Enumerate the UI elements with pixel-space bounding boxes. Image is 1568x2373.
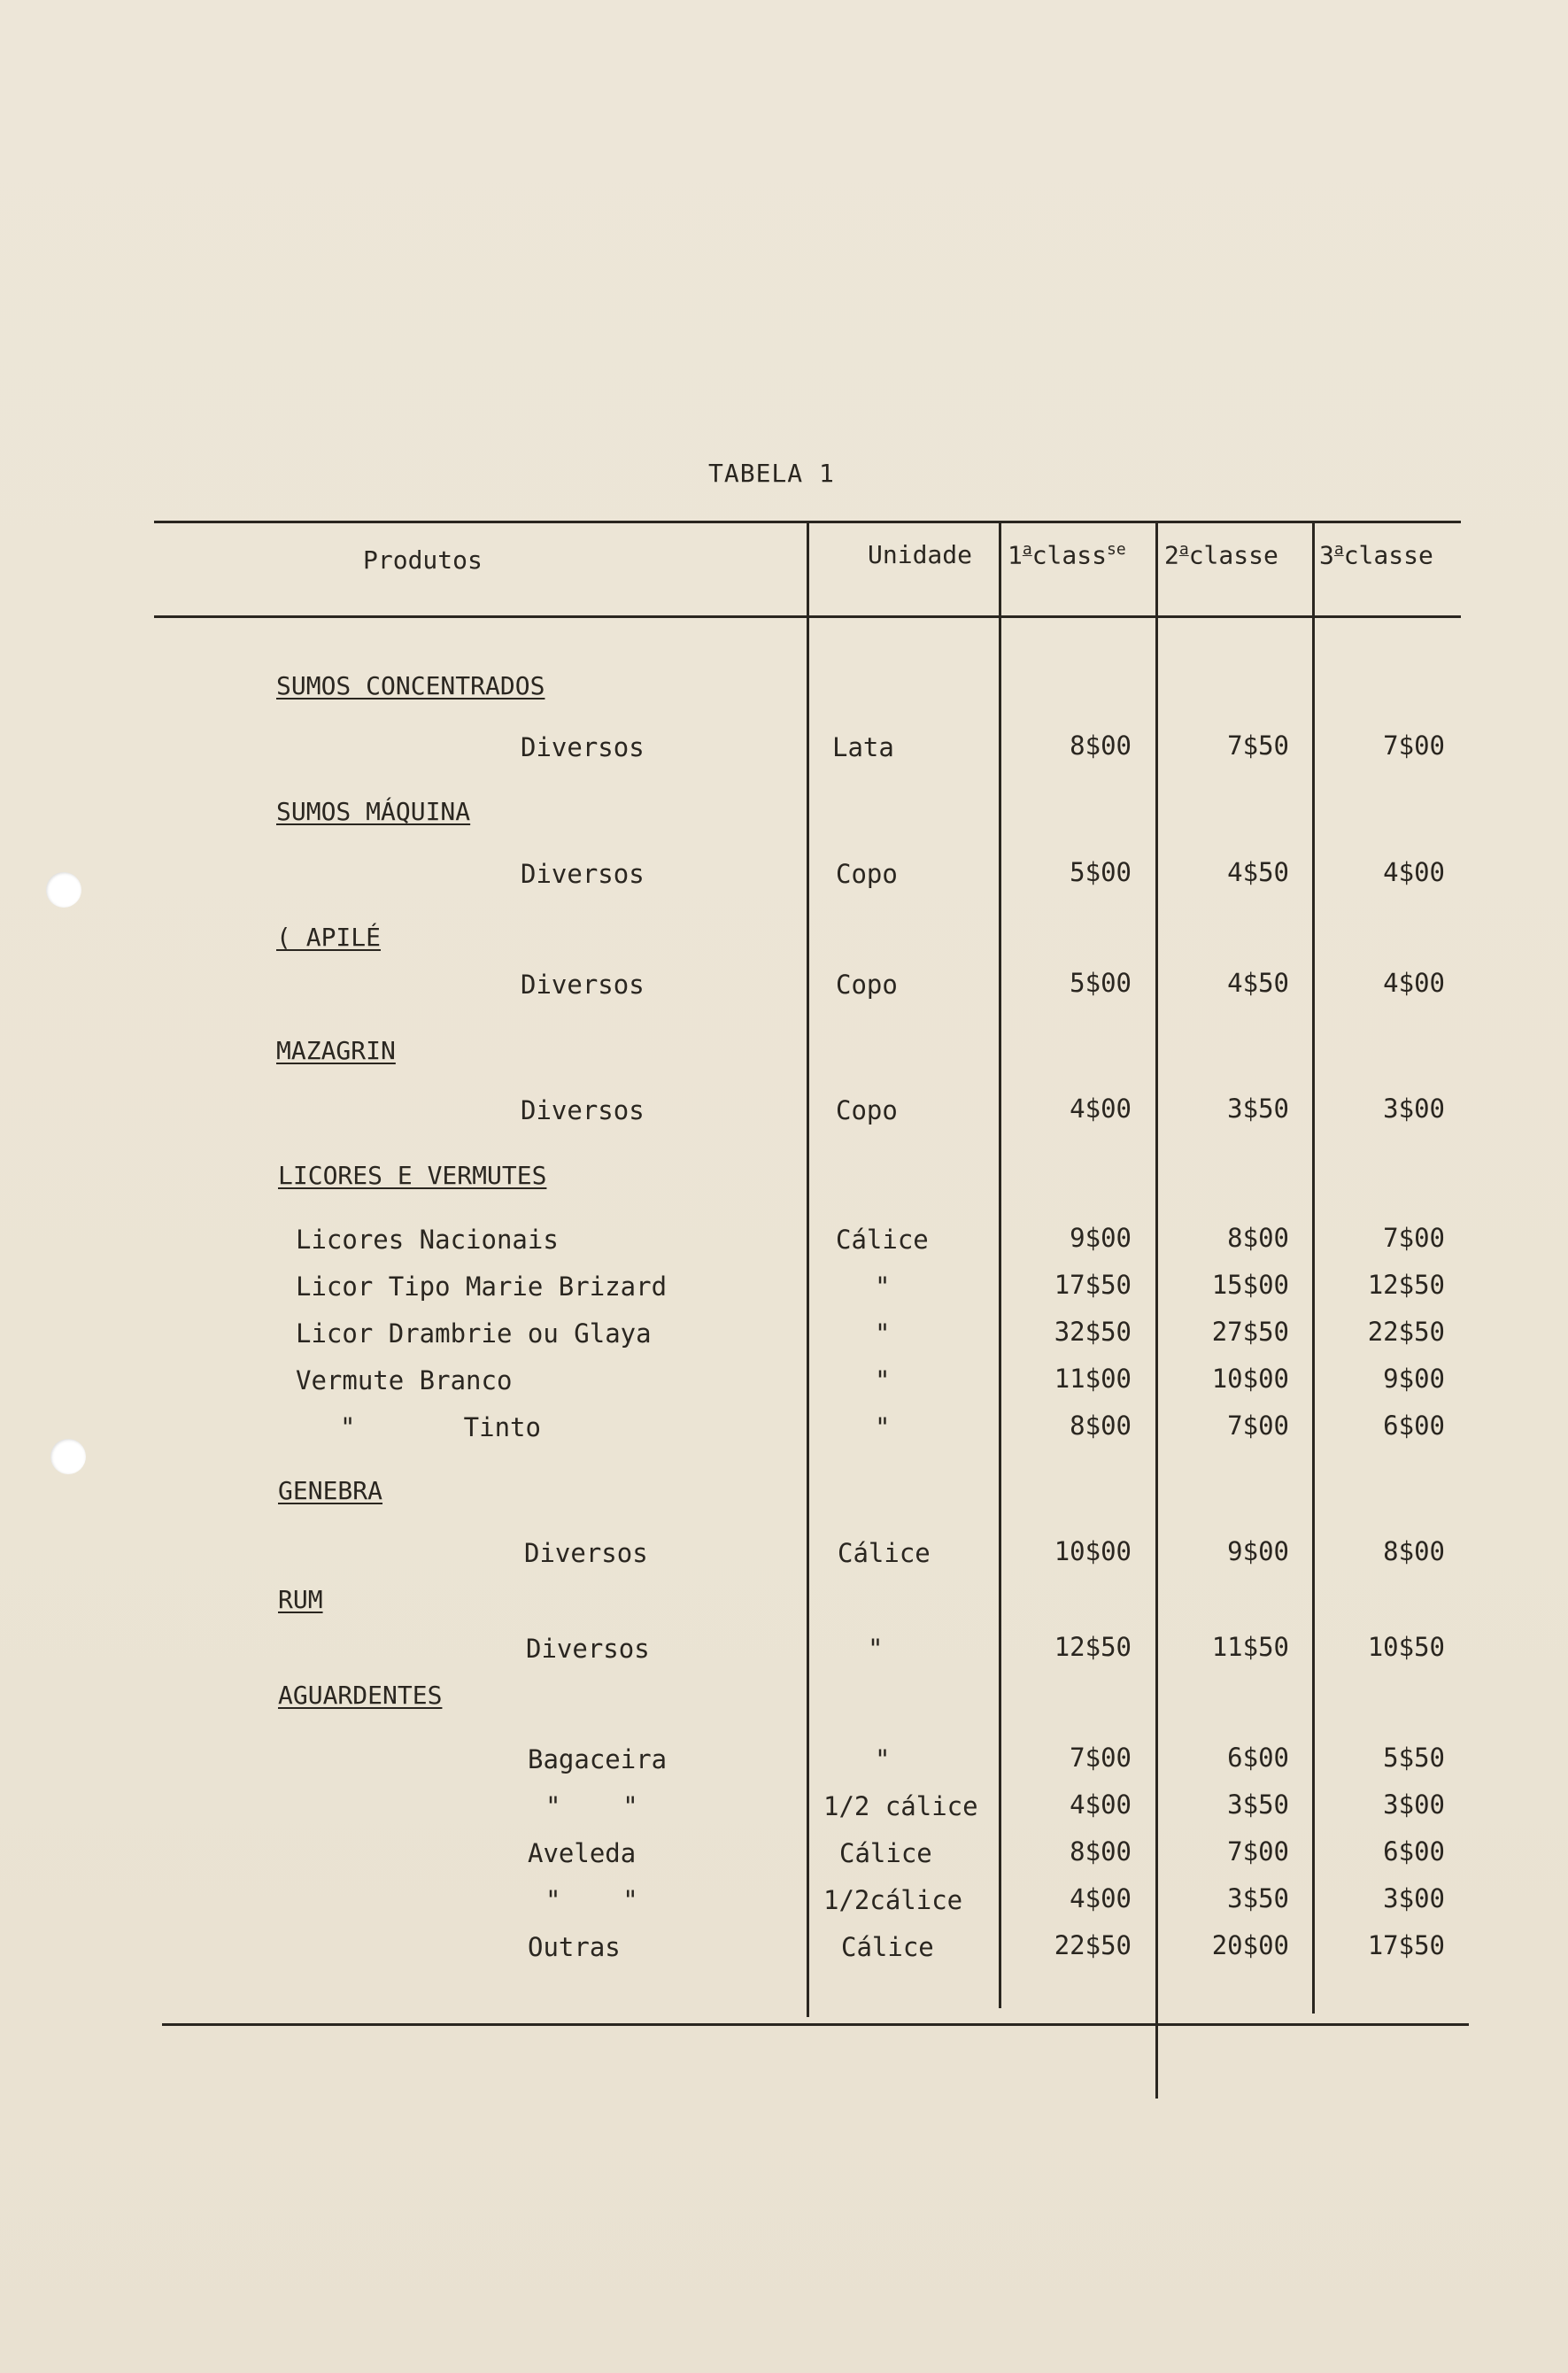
row-price-c3: 12$50 — [1367, 1270, 1445, 1300]
row-unidade: Cálice — [836, 1225, 929, 1255]
row-price-c1: 9$00 — [1070, 1223, 1132, 1253]
row-price-c3: 4$00 — [1383, 968, 1445, 998]
row-price-c2: 7$00 — [1227, 1836, 1289, 1867]
header-3a-num: 3 — [1319, 540, 1334, 570]
category-heading: LICORES E VERMUTES — [278, 1161, 547, 1190]
header-2a-word: classe — [1188, 540, 1278, 570]
row-price-c3: 8$00 — [1383, 1536, 1445, 1566]
row-price-c2: 4$50 — [1227, 968, 1289, 998]
header-1a-num: 1 — [1008, 540, 1023, 570]
row-produto: Aveleda — [528, 1838, 637, 1868]
row-price-c1: 10$00 — [1054, 1536, 1132, 1566]
row-price-c2: 3$50 — [1227, 1789, 1289, 1820]
category-heading: SUMOS MÁQUINA — [276, 797, 471, 826]
header-3a-word: classe — [1343, 540, 1433, 570]
category-heading: RUM — [278, 1585, 323, 1614]
punch-hole-top — [46, 872, 81, 908]
category-heading: MAZAGRIN — [276, 1036, 396, 1065]
header-1a-classe — [1008, 540, 1126, 569]
col-divider-unidade — [807, 521, 809, 2017]
row-unidade: Copo — [836, 859, 898, 889]
row-price-c1: 4$00 — [1070, 1094, 1132, 1124]
row-produto: Diversos — [524, 1538, 648, 1568]
row-price-c1: 5$00 — [1070, 968, 1132, 998]
category-heading: AGUARDENTES — [278, 1681, 443, 1710]
row-produto: Diversos — [521, 970, 645, 1000]
punch-hole-bottom — [50, 1439, 86, 1474]
category-heading: SUMOS CONCENTRADOS — [276, 671, 545, 700]
row-unidade: " — [875, 1272, 891, 1302]
row-price-c1: 17$50 — [1054, 1270, 1132, 1300]
row-produto: Bagaceira — [528, 1744, 668, 1774]
row-price-c3: 6$00 — [1383, 1836, 1445, 1867]
row-unidade: 1/2cálice — [823, 1885, 963, 1915]
row-price-c2: 6$00 — [1227, 1743, 1289, 1773]
header-2a-num: 2 — [1164, 540, 1179, 570]
row-produto: Licores Nacionais — [296, 1225, 559, 1255]
category-heading: ( APILÉ — [276, 923, 382, 952]
row-produto: Vermute Branco — [296, 1365, 513, 1395]
row-price-c2: 7$50 — [1227, 730, 1289, 761]
row-produto: Outras — [528, 1932, 621, 1962]
row-unidade: " — [875, 1365, 891, 1395]
row-unidade: " — [875, 1318, 891, 1349]
row-price-c1: 5$00 — [1070, 857, 1132, 887]
row-price-c2: 10$00 — [1211, 1364, 1289, 1394]
row-unidade: 1/2 cálice — [823, 1791, 978, 1821]
row-price-c1: 11$00 — [1054, 1364, 1132, 1394]
row-price-c2: 11$50 — [1211, 1632, 1289, 1662]
row-price-c1: 12$50 — [1054, 1632, 1132, 1662]
table-bottom-rule — [162, 2023, 1469, 2026]
row-price-c3: 7$00 — [1383, 730, 1445, 761]
row-price-c2: 9$00 — [1227, 1536, 1289, 1566]
row-price-c1: 4$00 — [1070, 1789, 1132, 1820]
row-price-c3: 17$50 — [1367, 1930, 1445, 1960]
row-price-c3: 3$00 — [1383, 1789, 1445, 1820]
row-price-c2: 27$50 — [1211, 1317, 1289, 1347]
row-price-c1: 8$00 — [1070, 1411, 1132, 1441]
row-price-c2: 4$50 — [1227, 857, 1289, 887]
row-unidade: Copo — [836, 1095, 898, 1125]
header-1a-word: class — [1031, 540, 1107, 570]
row-price-c2: 8$00 — [1227, 1223, 1289, 1253]
row-produto: " Tinto — [340, 1412, 541, 1442]
header-3a-ordinal: a — [1333, 540, 1344, 559]
header-3a-classe — [1319, 540, 1461, 569]
row-unidade: Cálice — [838, 1538, 931, 1568]
row-unidade: Copo — [836, 970, 898, 1000]
header-1a-ordinal: a — [1022, 540, 1032, 559]
row-price-c1: 4$00 — [1070, 1883, 1132, 1913]
row-price-c2: 20$00 — [1211, 1930, 1289, 1960]
row-price-c1: 22$50 — [1054, 1930, 1132, 1960]
row-price-c3: 5$50 — [1383, 1743, 1445, 1773]
header-produtos: Produtos — [363, 545, 483, 575]
header-1a-end: se — [1107, 540, 1126, 559]
row-price-c3: 6$00 — [1383, 1411, 1445, 1441]
row-price-c3: 7$00 — [1383, 1223, 1445, 1253]
row-produto: " " — [545, 1791, 638, 1821]
table-title: TABELA 1 — [708, 459, 835, 488]
row-price-c2: 3$50 — [1227, 1883, 1289, 1913]
row-produto: Diversos — [526, 1634, 650, 1664]
row-price-c2: 7$00 — [1227, 1411, 1289, 1441]
row-price-c2: 3$50 — [1227, 1094, 1289, 1124]
row-produto: " " — [545, 1885, 638, 1915]
row-unidade: " — [875, 1744, 891, 1774]
row-price-c3: 3$00 — [1383, 1883, 1445, 1913]
row-price-c1: 32$50 — [1054, 1317, 1132, 1347]
row-price-c3: 4$00 — [1383, 857, 1445, 887]
row-price-c1: 7$00 — [1070, 1743, 1132, 1773]
row-price-c3: 9$00 — [1383, 1364, 1445, 1394]
row-unidade: Lata — [832, 732, 894, 762]
row-produto: Licor Tipo Marie Brizard — [296, 1272, 668, 1302]
row-produto: Diversos — [521, 859, 645, 889]
row-unidade: Cálice — [839, 1838, 932, 1868]
header-unidade: Unidade — [868, 540, 973, 569]
row-unidade: " — [868, 1634, 884, 1664]
row-price-c3: 22$50 — [1367, 1317, 1445, 1347]
category-heading: GENEBRA — [278, 1476, 383, 1505]
row-price-c2: 15$00 — [1211, 1270, 1289, 1300]
row-unidade: Cálice — [841, 1932, 934, 1962]
row-price-c1: 8$00 — [1070, 730, 1132, 761]
header-2a-classe — [1164, 540, 1278, 569]
row-produto: Diversos — [521, 1095, 645, 1125]
row-unidade: " — [875, 1412, 891, 1442]
row-produto: Diversos — [521, 732, 645, 762]
row-price-c1: 8$00 — [1070, 1836, 1132, 1867]
header-2a-ordinal: a — [1178, 540, 1189, 559]
row-price-c3: 3$00 — [1383, 1094, 1445, 1124]
row-produto: Licor Drambrie ou Glaya — [296, 1318, 652, 1349]
row-price-c3: 10$50 — [1367, 1632, 1445, 1662]
